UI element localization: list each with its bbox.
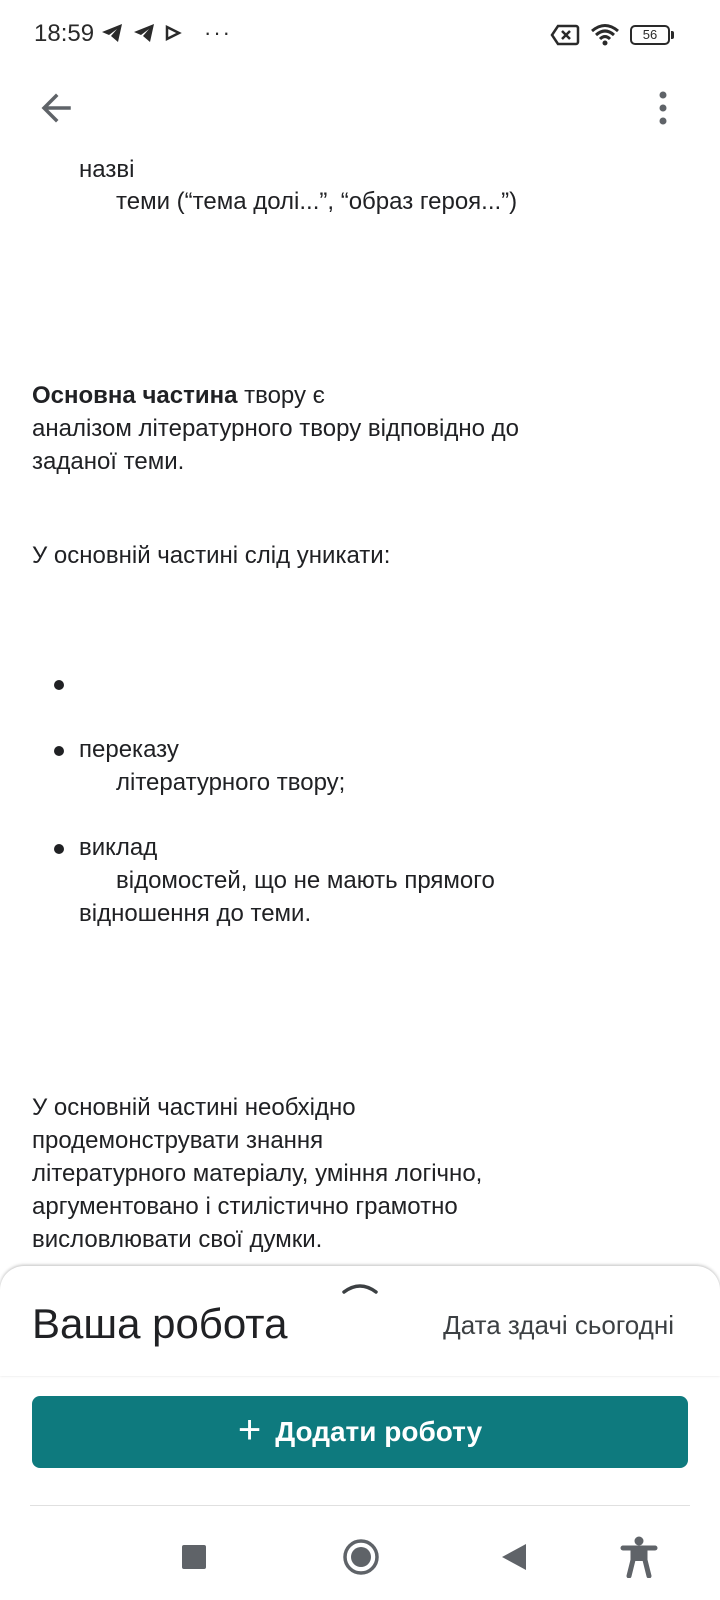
avoid-item-irrelevant-cont: відомостей, що не мають прямого bbox=[116, 867, 495, 894]
telegram-icon bbox=[100, 21, 124, 45]
bullet bbox=[54, 746, 64, 756]
add-work-label: Додати роботу bbox=[275, 1416, 483, 1447]
bullet bbox=[54, 844, 64, 854]
necessary-line: аргументовано і стилістично грамотно bbox=[32, 1193, 458, 1220]
more-options-button[interactable] bbox=[648, 86, 678, 130]
status-time: 18:59 bbox=[34, 20, 95, 47]
necessary-line: висловлювати свої думки. bbox=[32, 1226, 323, 1253]
list-item-word: назві bbox=[79, 156, 135, 183]
main-part-paragraph-line2: аналізом літературного твору відповідно до bbox=[32, 415, 519, 442]
add-work-button[interactable] bbox=[32, 1396, 688, 1468]
avoid-item-irrelevant-cont2: відношення до теми. bbox=[79, 900, 312, 927]
chevron-up-icon[interactable] bbox=[340, 1278, 380, 1298]
assignment-description bbox=[0, 140, 720, 1260]
notification-icons bbox=[100, 18, 232, 48]
main-part-paragraph-line1 bbox=[32, 380, 325, 412]
app-bar bbox=[0, 80, 720, 140]
your-work-sheet[interactable] bbox=[0, 1266, 720, 1376]
back-nav-button[interactable] bbox=[484, 1527, 544, 1587]
triangle-back-icon bbox=[500, 1542, 528, 1572]
recents-button[interactable] bbox=[164, 1527, 224, 1587]
arrow-left-icon bbox=[39, 91, 73, 125]
wifi-icon bbox=[590, 23, 620, 47]
system-nav-bar bbox=[0, 1515, 720, 1600]
accessibility-icon bbox=[620, 1536, 658, 1578]
list-item-topics: теми (“тема долі...”, “образ героя...”) bbox=[116, 188, 518, 215]
main-part-bold: Основна частина bbox=[32, 382, 238, 409]
back-button[interactable] bbox=[34, 86, 78, 130]
necessary-line: літературного матеріалу, уміння логічно, bbox=[32, 1160, 483, 1187]
telegram-icon bbox=[132, 21, 156, 45]
play-icon bbox=[164, 23, 182, 43]
system-icons bbox=[550, 20, 670, 50]
accessibility-button[interactable] bbox=[609, 1527, 669, 1587]
more-notifications-icon: ··· bbox=[204, 20, 232, 45]
avoid-item-retelling-cont: літературного твору; bbox=[116, 769, 346, 796]
main-part-rest: твору є bbox=[237, 382, 325, 409]
no-sim-icon bbox=[550, 24, 580, 46]
status-bar bbox=[0, 0, 720, 70]
necessary-line: У основній частині необхідно bbox=[32, 1094, 356, 1121]
plus-icon: + bbox=[237, 1408, 262, 1452]
avoid-item-irrelevant: виклад bbox=[79, 834, 158, 861]
square-icon bbox=[181, 1544, 207, 1570]
avoid-item-retelling: переказу bbox=[79, 736, 179, 763]
your-work-title: Ваша робота bbox=[32, 1300, 288, 1347]
home-circle-icon bbox=[342, 1538, 380, 1576]
home-button[interactable] bbox=[331, 1527, 391, 1587]
due-date-label: Дата здачі сьогодні bbox=[443, 1310, 674, 1340]
bullet bbox=[54, 680, 64, 690]
battery-icon: 56 bbox=[630, 25, 670, 45]
necessary-line: продемонструвати знання bbox=[32, 1127, 324, 1154]
divider bbox=[30, 1505, 690, 1506]
more-vert-icon bbox=[658, 91, 668, 125]
avoid-intro: У основній частині слід уникати: bbox=[32, 542, 391, 569]
main-part-paragraph-line3: заданої теми. bbox=[32, 448, 185, 475]
